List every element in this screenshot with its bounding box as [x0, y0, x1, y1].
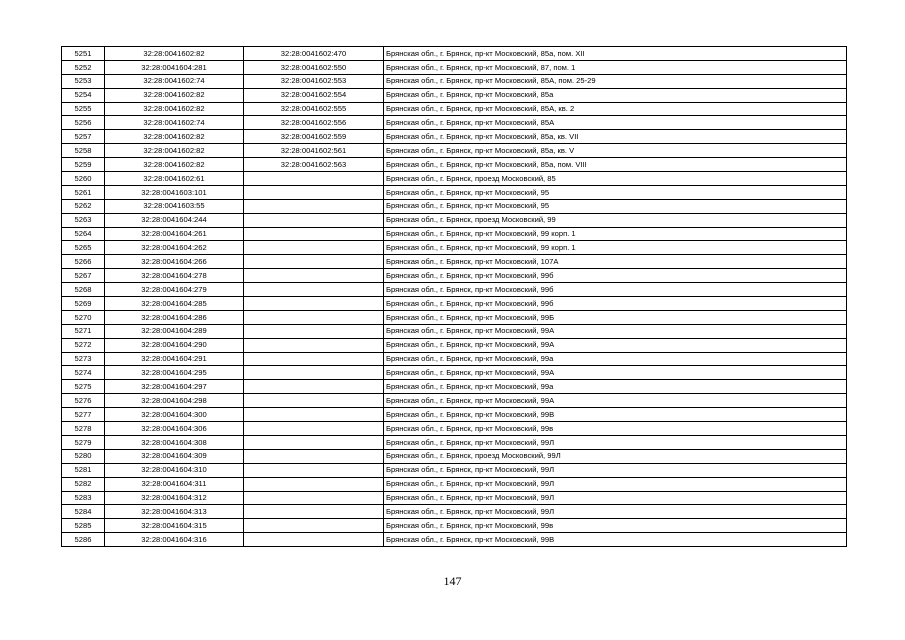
row-number-cell: 5267 — [62, 269, 105, 283]
sub-object-number-cell: 32:28:0041602:550 — [244, 60, 384, 74]
sub-object-number-cell — [244, 435, 384, 449]
cadastral-number-cell: 32:28:0041604:281 — [105, 60, 244, 74]
address-cell: Брянская обл., г. Брянск, проезд Московский, 85 — [384, 172, 847, 186]
row-number-cell: 5272 — [62, 338, 105, 352]
address-cell: Брянская обл., г. Брянск, пр-кт Московский, 85а, кв. V — [384, 144, 847, 158]
row-number-cell: 5259 — [62, 158, 105, 172]
cadastral-number-cell: 32:28:0041604:300 — [105, 408, 244, 422]
cadastral-number-cell: 32:28:0041604:266 — [105, 255, 244, 269]
address-cell: Брянская обл., г. Брянск, пр-кт Московский, 95 — [384, 199, 847, 213]
table-row — [62, 227, 847, 241]
sub-object-number-cell — [244, 422, 384, 436]
row-number-cell: 5264 — [62, 227, 105, 241]
cadastral-number-cell: 32:28:0041604:291 — [105, 352, 244, 366]
address-cell: Брянская обл., г. Брянск, пр-кт Московский, 85А — [384, 116, 847, 130]
cadastral-number-cell: 32:28:0041602:82 — [105, 47, 244, 61]
cadastral-number-cell: 32:28:0041604:312 — [105, 491, 244, 505]
cadastral-number-cell: 32:28:0041604:286 — [105, 310, 244, 324]
address-cell: Брянская обл., г. Брянск, пр-кт Московский, 99В — [384, 408, 847, 422]
sub-object-number-cell — [244, 533, 384, 547]
row-number-cell: 5255 — [62, 102, 105, 116]
cadastral-number-cell: 32:28:0041604:313 — [105, 505, 244, 519]
address-cell: Брянская обл., г. Брянск, пр-кт Московский, 99Л — [384, 435, 847, 449]
sub-object-number-cell — [244, 463, 384, 477]
row-number-cell: 5269 — [62, 297, 105, 311]
table-row — [62, 422, 847, 436]
sub-object-number-cell — [244, 394, 384, 408]
cadastral-number-cell: 32:28:0041602:82 — [105, 144, 244, 158]
row-number-cell: 5257 — [62, 130, 105, 144]
cadastral-number-cell: 32:28:0041604:311 — [105, 477, 244, 491]
sub-object-number-cell — [244, 408, 384, 422]
address-cell: Брянская обл., г. Брянск, проезд Московский, 99Л — [384, 449, 847, 463]
sub-object-number-cell — [244, 352, 384, 366]
address-cell: Брянская обл., г. Брянск, пр-кт Московский, 99 корп. 1 — [384, 227, 847, 241]
table-row — [62, 144, 847, 158]
row-number-cell: 5262 — [62, 199, 105, 213]
sub-object-number-cell — [244, 269, 384, 283]
cadastral-number-cell: 32:28:0041604:310 — [105, 463, 244, 477]
sub-object-number-cell: 32:28:0041602:554 — [244, 88, 384, 102]
cadastral-number-cell: 32:28:0041604:289 — [105, 324, 244, 338]
sub-object-number-cell — [244, 227, 384, 241]
cadastral-number-cell: 32:28:0041604:308 — [105, 435, 244, 449]
cadastral-number-cell: 32:28:0041602:61 — [105, 172, 244, 186]
address-cell: Брянская обл., г. Брянск, пр-кт Московский, 85а, пом. VIII — [384, 158, 847, 172]
address-cell: Брянская обл., г. Брянск, пр-кт Московский, 99А — [384, 338, 847, 352]
row-number-cell: 5252 — [62, 60, 105, 74]
sub-object-number-cell: 32:28:0041602:555 — [244, 102, 384, 116]
address-cell: Брянская обл., г. Брянск, пр-кт Московский, 85а — [384, 88, 847, 102]
table-row — [62, 158, 847, 172]
row-number-cell: 5258 — [62, 144, 105, 158]
cadastral-number-cell: 32:28:0041604:244 — [105, 213, 244, 227]
row-number-cell: 5266 — [62, 255, 105, 269]
sub-object-number-cell — [244, 366, 384, 380]
cadastral-number-cell: 32:28:0041604:278 — [105, 269, 244, 283]
row-number-cell: 5263 — [62, 213, 105, 227]
address-cell: Брянская обл., г. Брянск, пр-кт Московский, 99в — [384, 519, 847, 533]
row-number-cell: 5276 — [62, 394, 105, 408]
row-number-cell: 5285 — [62, 519, 105, 533]
table-row — [62, 269, 847, 283]
table-row — [62, 435, 847, 449]
table-row — [62, 283, 847, 297]
sub-object-number-cell: 32:28:0041602:563 — [244, 158, 384, 172]
row-number-cell: 5274 — [62, 366, 105, 380]
sub-object-number-cell — [244, 505, 384, 519]
sub-object-number-cell: 32:28:0041602:556 — [244, 116, 384, 130]
row-number-cell: 5260 — [62, 172, 105, 186]
address-cell: Брянская обл., г. Брянск, пр-кт Московский, 99Л — [384, 491, 847, 505]
address-cell: Брянская обл., г. Брянск, пр-кт Московский, 99б — [384, 283, 847, 297]
row-number-cell: 5273 — [62, 352, 105, 366]
row-number-cell: 5277 — [62, 408, 105, 422]
cadastral-number-cell: 32:28:0041604:315 — [105, 519, 244, 533]
table-row — [62, 102, 847, 116]
table-row — [62, 60, 847, 74]
cadastral-number-cell: 32:28:0041604:316 — [105, 533, 244, 547]
address-cell: Брянская обл., г. Брянск, пр-кт Московский, 99А — [384, 366, 847, 380]
sub-object-number-cell — [244, 213, 384, 227]
address-cell: Брянская обл., г. Брянск, пр-кт Московский, 99Л — [384, 477, 847, 491]
table-row — [62, 324, 847, 338]
address-cell: Брянская обл., г. Брянск, пр-кт Московский, 85а, кв. VII — [384, 130, 847, 144]
address-cell: Брянская обл., г. Брянск, пр-кт Московский, 85А, кв. 2 — [384, 102, 847, 116]
cadastral-number-cell: 32:28:0041602:82 — [105, 158, 244, 172]
row-number-cell: 5282 — [62, 477, 105, 491]
table-row — [62, 116, 847, 130]
cadastral-number-cell: 32:28:0041604:297 — [105, 380, 244, 394]
sub-object-number-cell — [244, 449, 384, 463]
table-row — [62, 477, 847, 491]
row-number-cell: 5256 — [62, 116, 105, 130]
page-number: 147 — [443, 574, 462, 588]
sub-object-number-cell — [244, 185, 384, 199]
cadastral-number-cell: 32:28:0041603:55 — [105, 199, 244, 213]
sub-object-number-cell — [244, 491, 384, 505]
table-row — [62, 213, 847, 227]
table-row — [62, 366, 847, 380]
table-row — [62, 491, 847, 505]
cadastral-number-cell: 32:28:0041604:285 — [105, 297, 244, 311]
row-number-cell: 5261 — [62, 185, 105, 199]
address-cell: Брянская обл., г. Брянск, пр-кт Московский, 99 корп. 1 — [384, 241, 847, 255]
address-cell: Брянская обл., г. Брянск, пр-кт Московский, 107А — [384, 255, 847, 269]
cadastral-number-cell: 32:28:0041602:82 — [105, 88, 244, 102]
row-number-cell: 5286 — [62, 533, 105, 547]
address-cell: Брянская обл., г. Брянск, пр-кт Московский, 99б — [384, 297, 847, 311]
sub-object-number-cell: 32:28:0041602:470 — [244, 47, 384, 61]
table-row — [62, 519, 847, 533]
cadastral-number-cell: 32:28:0041604:295 — [105, 366, 244, 380]
sub-object-number-cell — [244, 241, 384, 255]
cadastral-number-cell: 32:28:0041603:101 — [105, 185, 244, 199]
row-number-cell: 5265 — [62, 241, 105, 255]
sub-object-number-cell — [244, 199, 384, 213]
table-row — [62, 352, 847, 366]
table-row — [62, 47, 847, 61]
address-cell: Брянская обл., г. Брянск, пр-кт Московский, 99Б — [384, 310, 847, 324]
cadastral-number-cell: 32:28:0041602:82 — [105, 102, 244, 116]
row-number-cell: 5279 — [62, 435, 105, 449]
cadastral-number-cell: 32:28:0041604:279 — [105, 283, 244, 297]
address-cell: Брянская обл., г. Брянск, пр-кт Московский, 99А — [384, 394, 847, 408]
row-number-cell: 5278 — [62, 422, 105, 436]
address-cell: Брянская обл., г. Брянск, пр-кт Московский, 85а, пом. XII — [384, 47, 847, 61]
table-row — [62, 408, 847, 422]
sub-object-number-cell — [244, 310, 384, 324]
cadastral-number-cell: 32:28:0041604:306 — [105, 422, 244, 436]
address-cell: Брянская обл., г. Брянск, пр-кт Московский, 99В — [384, 533, 847, 547]
sub-object-number-cell: 32:28:0041602:561 — [244, 144, 384, 158]
table-row — [62, 463, 847, 477]
cadastral-number-cell: 32:28:0041604:298 — [105, 394, 244, 408]
row-number-cell: 5280 — [62, 449, 105, 463]
table-row — [62, 172, 847, 186]
cadastral-number-cell: 32:28:0041604:261 — [105, 227, 244, 241]
row-number-cell: 5281 — [62, 463, 105, 477]
table-row — [62, 533, 847, 547]
row-number-cell: 5251 — [62, 47, 105, 61]
row-number-cell: 5268 — [62, 283, 105, 297]
table-row — [62, 199, 847, 213]
cadastral-number-cell: 32:28:0041604:290 — [105, 338, 244, 352]
address-cell: Брянская обл., г. Брянск, пр-кт Московский, 95 — [384, 185, 847, 199]
address-cell: Брянская обл., г. Брянск, пр-кт Московский, 99Л — [384, 505, 847, 519]
address-cell: Брянская обл., г. Брянск, пр-кт Московский, 99в — [384, 422, 847, 436]
sub-object-number-cell: 32:28:0041602:559 — [244, 130, 384, 144]
table-row — [62, 255, 847, 269]
address-cell: Брянская обл., г. Брянск, пр-кт Московский, 87, пом. 1 — [384, 60, 847, 74]
table-row — [62, 297, 847, 311]
sub-object-number-cell — [244, 477, 384, 491]
table-row — [62, 338, 847, 352]
sub-object-number-cell — [244, 338, 384, 352]
sub-object-number-cell — [244, 255, 384, 269]
registry-table-body — [62, 47, 847, 547]
table-row — [62, 241, 847, 255]
property-registry-table — [61, 46, 847, 547]
address-cell: Брянская обл., г. Брянск, пр-кт Московский, 85А, пом. 25-29 — [384, 74, 847, 88]
table-row — [62, 449, 847, 463]
table-row — [62, 185, 847, 199]
sub-object-number-cell — [244, 324, 384, 338]
cadastral-number-cell: 32:28:0041604:262 — [105, 241, 244, 255]
cadastral-number-cell: 32:28:0041602:74 — [105, 116, 244, 130]
table-row — [62, 130, 847, 144]
sub-object-number-cell — [244, 283, 384, 297]
table-row — [62, 505, 847, 519]
row-number-cell: 5270 — [62, 310, 105, 324]
address-cell: Брянская обл., г. Брянск, проезд Московский, 99 — [384, 213, 847, 227]
row-number-cell: 5284 — [62, 505, 105, 519]
table-row — [62, 88, 847, 102]
table-row — [62, 380, 847, 394]
row-number-cell: 5253 — [62, 74, 105, 88]
sub-object-number-cell — [244, 519, 384, 533]
cadastral-number-cell: 32:28:0041602:82 — [105, 130, 244, 144]
address-cell: Брянская обл., г. Брянск, пр-кт Московский, 99А — [384, 324, 847, 338]
address-cell: Брянская обл., г. Брянск, пр-кт Московский, 99а — [384, 352, 847, 366]
sub-object-number-cell — [244, 380, 384, 394]
row-number-cell: 5283 — [62, 491, 105, 505]
table-row — [62, 394, 847, 408]
row-number-cell: 5271 — [62, 324, 105, 338]
address-cell: Брянская обл., г. Брянск, пр-кт Московский, 99а — [384, 380, 847, 394]
cadastral-number-cell: 32:28:0041602:74 — [105, 74, 244, 88]
row-number-cell: 5275 — [62, 380, 105, 394]
cadastral-number-cell: 32:28:0041604:309 — [105, 449, 244, 463]
address-cell: Брянская обл., г. Брянск, пр-кт Московский, 99Л — [384, 463, 847, 477]
row-number-cell: 5254 — [62, 88, 105, 102]
table-row — [62, 74, 847, 88]
table-row — [62, 310, 847, 324]
sub-object-number-cell: 32:28:0041602:553 — [244, 74, 384, 88]
sub-object-number-cell — [244, 297, 384, 311]
sub-object-number-cell — [244, 172, 384, 186]
address-cell: Брянская обл., г. Брянск, пр-кт Московский, 99б — [384, 269, 847, 283]
